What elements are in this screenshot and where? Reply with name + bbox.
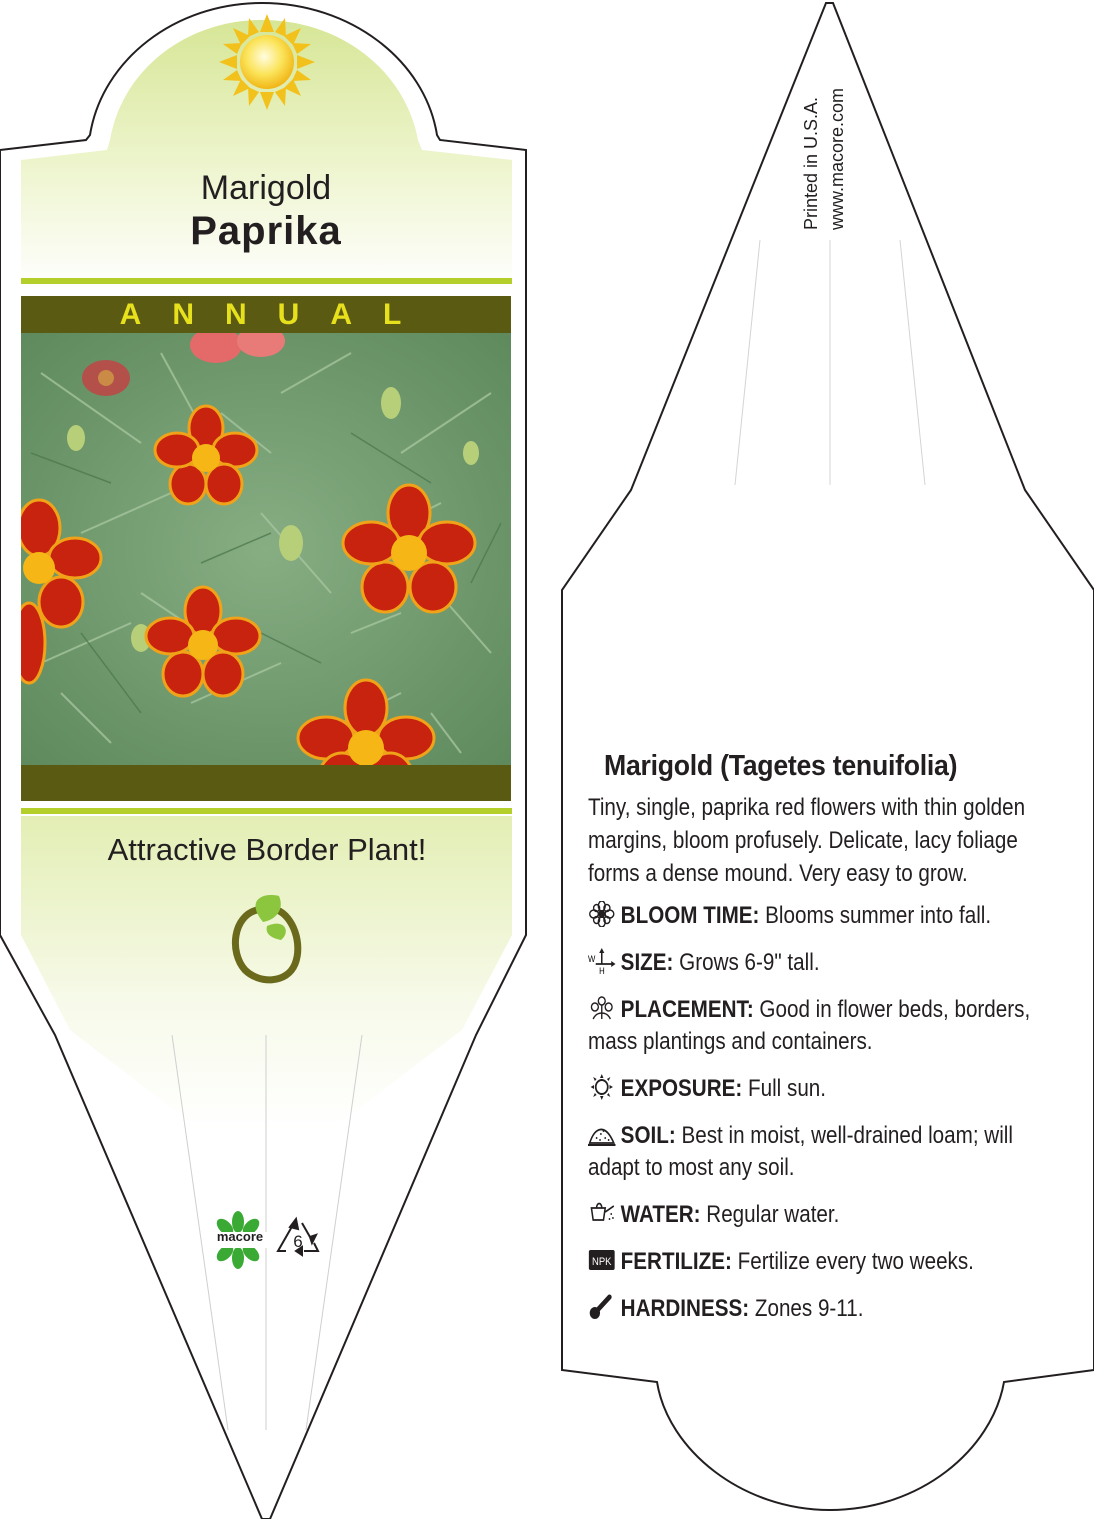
attr-placement — [588, 994, 1061, 1058]
attr-value: Full sun. — [748, 1075, 827, 1102]
attr-value: Zones 9-11. — [754, 1295, 864, 1322]
printed-in-label: Printed in U.S.A. — [801, 96, 821, 230]
plant-description: Tiny, single, paprika red flowers with thin golden margins, bloom profusely. Delicate, lacy foliage forms a dense mound. Very easy to grow. — [588, 794, 1026, 887]
attr-label: HARDINESS: — [620, 1295, 750, 1322]
care-info — [588, 750, 1058, 1340]
plant-cluster-icon — [588, 995, 616, 1021]
attr-fertilize — [588, 1246, 1061, 1278]
attr-label: SIZE: — [620, 949, 674, 976]
tagline: Attractive Border Plant! — [107, 832, 427, 867]
npk-icon — [588, 1247, 616, 1273]
watering-can-icon — [588, 1200, 616, 1226]
size-w-label: W — [588, 953, 596, 965]
attr-exposure — [588, 1073, 1061, 1105]
attr-value: Good in flower beds, borders, mass plantings and containers. — [588, 996, 1031, 1055]
website-label: www.macore.com — [827, 87, 847, 230]
flower-icon — [588, 901, 616, 927]
attr-label: SOIL: — [620, 1122, 676, 1149]
attr-value: Grows 6-9" tall. — [679, 949, 820, 976]
attr-water — [588, 1199, 1061, 1231]
attr-value: Blooms summer into fall. — [765, 902, 992, 929]
size-h-label: H — [599, 965, 605, 974]
attr-soil — [588, 1120, 1061, 1184]
common-name: Marigold — [200, 169, 332, 207]
attr-label: FERTILIZE: — [620, 1248, 732, 1275]
lower-lime-line — [21, 808, 512, 814]
attr-value: Best in moist, well-drained loam; will adapt to most any soil. — [588, 1122, 1013, 1181]
attr-size — [588, 947, 1061, 979]
attr-hardiness — [588, 1293, 1061, 1325]
attr-label: WATER: — [620, 1201, 701, 1228]
cultivar-name: Paprika — [190, 209, 342, 253]
sun-icon — [219, 14, 315, 110]
attr-value: Fertilize every two weeks. — [737, 1248, 974, 1275]
size-arrows-icon — [588, 948, 616, 974]
scientific-title: Marigold (Tagetes tenuifolia) — [604, 750, 958, 782]
sun-outline-icon — [588, 1074, 616, 1100]
brand-name: macore — [216, 1229, 264, 1244]
recycle-code: 6 — [293, 1232, 303, 1251]
soil-pile-icon — [588, 1121, 616, 1147]
category-label: ANNUAL — [119, 298, 433, 331]
marigold-photo — [21, 333, 511, 765]
photo-bottom-band — [21, 765, 511, 801]
attr-value: Regular water. — [706, 1201, 840, 1228]
attr-label: EXPOSURE: — [620, 1075, 743, 1102]
upper-lime-line — [21, 278, 512, 284]
attr-bloom-time — [588, 900, 1061, 932]
attr-label: BLOOM TIME: — [620, 902, 760, 929]
attr-label: PLACEMENT: — [620, 996, 754, 1023]
npk-label: NPK — [592, 1256, 612, 1269]
thermometer-icon — [588, 1294, 616, 1320]
